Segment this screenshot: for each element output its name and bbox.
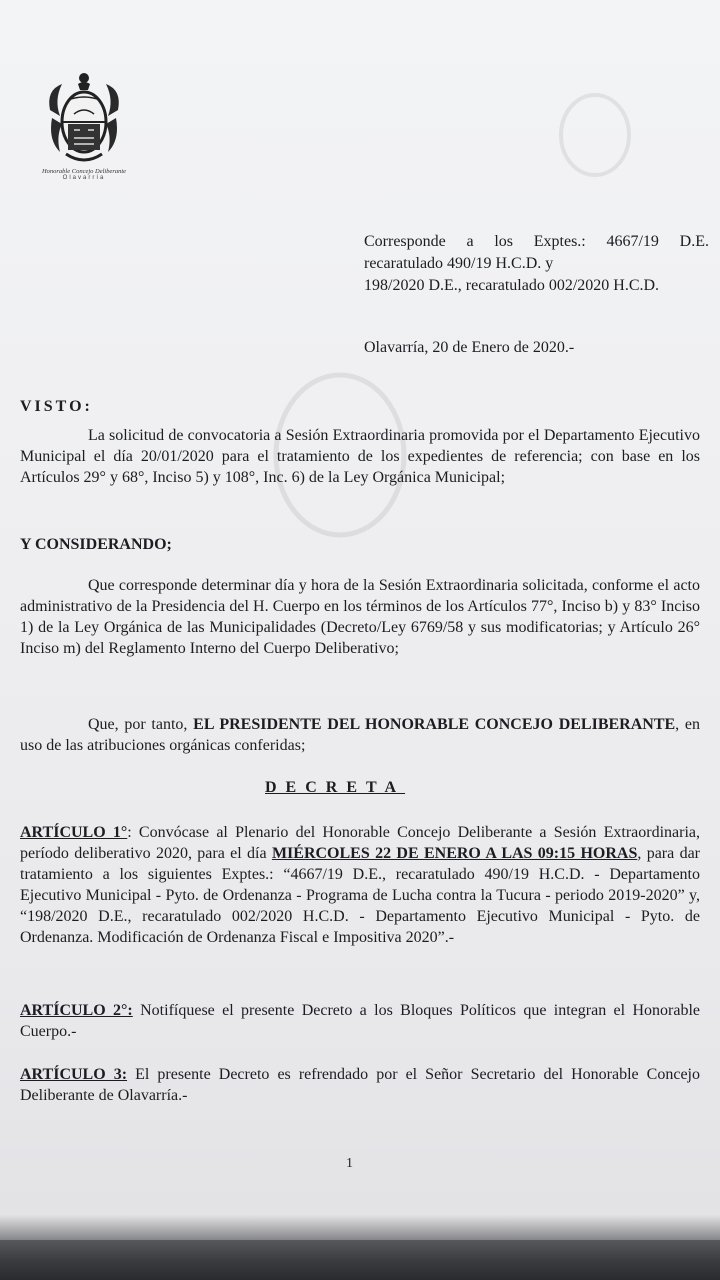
considerando-heading: Y CONSIDERANDO; bbox=[20, 536, 172, 553]
article-2-label: ARTÍCULO 2°: bbox=[20, 1002, 133, 1019]
document-date: Olavarría, 20 de Enero de 2020.- bbox=[364, 339, 575, 356]
article-1 bbox=[20, 822, 700, 948]
article-3 bbox=[20, 1064, 700, 1106]
seal-caption: Honorable Concejo Deliberante bbox=[41, 168, 127, 175]
que-prefix: Que, por tanto, bbox=[88, 716, 194, 733]
que-bold: EL PRESIDENTE DEL HONORABLE CONCEJO DELIBERANTE bbox=[193, 716, 676, 733]
article-3-text: El presente Decreto es refrendado por el Señor Secretario del Honorable Concejo Deliberante de Olavarría.- bbox=[20, 1066, 700, 1104]
photo-shadow bbox=[0, 1215, 720, 1280]
page-number: 1 bbox=[346, 1156, 353, 1171]
visto-paragraph: La solicitud de convocatoria a Sesión Extraordinaria promovida por el Departamento Ejecutivo Municipal el día 20/01/2020 para el tratamiento de los expedientes de referencia; con base en los Artículos 29° y 68°, Inciso 5) y 108°, Inc. 6) de la Ley Orgánica Municipal; bbox=[20, 427, 700, 486]
article-2-text: Notifíquese el presente Decreto a los Bloques Políticos que integran el Honorable Cuerpo.- bbox=[20, 1002, 700, 1040]
coat-of-arms-icon bbox=[44, 70, 124, 168]
article-3-label: ARTÍCULO 3: bbox=[20, 1066, 128, 1083]
que-paragraph bbox=[20, 714, 700, 756]
article-1-highlight: MIÉRCOLES 22 DE ENERO A LAS 09:15 HORAS bbox=[271, 845, 638, 862]
bleed-through-seal-icon bbox=[555, 90, 635, 180]
reference-line-3: 198/2020 D.E., recaratulado 002/2020 H.C.D. bbox=[364, 277, 660, 294]
considerando-paragraph: Que corresponde determinar día y hora de la Sesión Extraordinaria solicitada, conforme el acto administrativo de la Presidencia del H. Cuerpo en los términos de los Artículos 77°, Inciso b) y 83° Inciso 1) de la Ley Orgánica de las Municipalidades (Decreto/Ley 6769/58 y sus modificatorias; y Artículo 26° Inciso m) del Reglamento Interno del Cuerpo Deliberativo; bbox=[20, 577, 700, 657]
reference-line-2: recaratulado 490/19 H.C.D. y bbox=[364, 255, 554, 272]
seal-city: Olavarría bbox=[62, 175, 106, 181]
article-1-text-a: : Convócase al Plenario del Honorable Concejo Deliberante a Sesión Extraordinaria, período deliberativo 2020, para el día bbox=[20, 824, 700, 862]
article-1-label: ARTÍCULO 1° bbox=[20, 824, 128, 841]
institution-seal bbox=[40, 70, 132, 181]
visto-heading: VISTO: bbox=[20, 398, 93, 415]
reference-block bbox=[364, 231, 709, 297]
reference-line-1: Corresponde a los Exptes.: 4667/19 D.E. bbox=[364, 233, 709, 250]
article-2 bbox=[20, 1000, 700, 1042]
decreta-heading: DECRETA bbox=[265, 779, 406, 796]
article-1-text-b: , para dar tratamiento a los siguientes Exptes.: “4667/19 D.E., recaratulado 490/19 H.C.D. - Departamento Ejecutivo Municipal - Pyto. de Ordenanza - Programa de Lucha contra la Tucura - periodo 2019-2020” y, “198/2020 D.E., recaratulado 002/2020 H.C.D. - Departamento Ejecutivo Municipal - Pyto. de Ordenanza. Modificación de Ordenanza Fiscal e Impositiva 2020”.- bbox=[20, 845, 700, 946]
que-suffix: , en uso de las atribuciones orgánicas conferidas; bbox=[20, 716, 700, 754]
